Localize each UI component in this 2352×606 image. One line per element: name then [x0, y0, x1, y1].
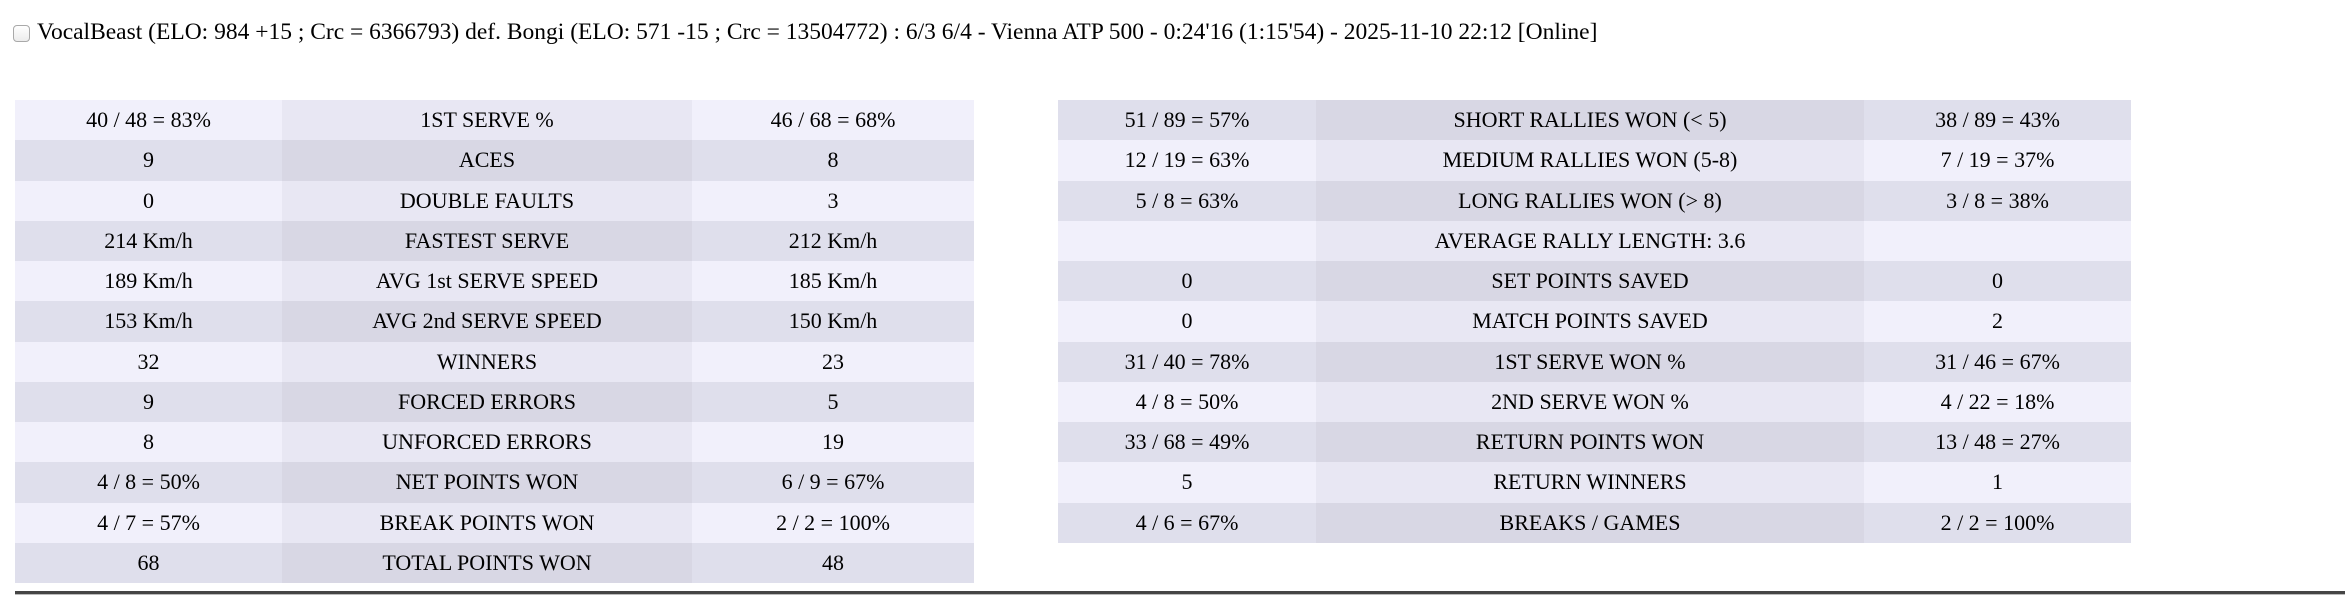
match-result-row — [13, 18, 1597, 46]
player2-value: 7 / 19 = 37% — [1864, 140, 2131, 180]
table-row — [1058, 503, 2131, 543]
table-row — [1058, 462, 2131, 502]
player1-value: 9 — [15, 140, 282, 180]
player2-value: 2 / 2 = 100% — [692, 503, 974, 543]
player2-value: 8 — [692, 140, 974, 180]
player1-value: 40 / 48 = 83% — [15, 100, 282, 140]
player2-value: 48 — [692, 543, 974, 583]
table-row — [15, 543, 974, 583]
player1-value: 0 — [15, 181, 282, 221]
player1-value: 5 / 8 = 63% — [1058, 181, 1316, 221]
player1-value: 4 / 6 = 67% — [1058, 503, 1316, 543]
player1-value: 12 / 19 = 63% — [1058, 140, 1316, 180]
stat-label: RETURN WINNERS — [1316, 462, 1864, 502]
stat-label: FORCED ERRORS — [282, 382, 692, 422]
table-row — [1058, 221, 2131, 261]
player1-value — [1058, 221, 1316, 261]
player1-value: 189 Km/h — [15, 261, 282, 301]
table-row — [15, 503, 974, 543]
rally-stats-table — [1058, 100, 2131, 543]
stat-label: SHORT RALLIES WON (< 5) — [1316, 100, 1864, 140]
player1-value: 4 / 8 = 50% — [15, 462, 282, 502]
stat-label: WINNERS — [282, 342, 692, 382]
table-row — [15, 301, 974, 341]
stat-label: TOTAL POINTS WON — [282, 543, 692, 583]
player1-value: 32 — [15, 342, 282, 382]
table-row — [15, 382, 974, 422]
table-row — [15, 221, 974, 261]
table-row — [1058, 422, 2131, 462]
player2-value: 31 / 46 = 67% — [1864, 342, 2131, 382]
table-row — [15, 422, 974, 462]
stat-label: AVG 2nd SERVE SPEED — [282, 301, 692, 341]
player2-value: 3 / 8 = 38% — [1864, 181, 2131, 221]
stat-label: 1ST SERVE WON % — [1316, 342, 1864, 382]
player2-value: 6 / 9 = 67% — [692, 462, 974, 502]
stat-label: SET POINTS SAVED — [1316, 261, 1864, 301]
stat-label: NET POINTS WON — [282, 462, 692, 502]
player2-value: 38 / 89 = 43% — [1864, 100, 2131, 140]
stat-label: DOUBLE FAULTS — [282, 181, 692, 221]
player2-value: 0 — [1864, 261, 2131, 301]
player2-value: 1 — [1864, 462, 2131, 502]
table-row — [15, 140, 974, 180]
player2-value: 212 Km/h — [692, 221, 974, 261]
table-row — [15, 261, 974, 301]
player1-value: 68 — [15, 543, 282, 583]
player1-value: 4 / 8 = 50% — [1058, 382, 1316, 422]
stat-label: RETURN POINTS WON — [1316, 422, 1864, 462]
match-summary-text: VocalBeast (ELO: 984 +15 ; Crc = 6366793) def. Bongi (ELO: 571 -15 ; Crc = 13504772) : 6/3 6/4 - Vienna ATP 500 - 0:24'16 (1:15'54) - 2025-11-10 22:12 [Online] — [37, 19, 1598, 45]
table-row — [15, 342, 974, 382]
table-row — [15, 462, 974, 502]
player1-value: 4 / 7 = 57% — [15, 503, 282, 543]
player2-value: 23 — [692, 342, 974, 382]
stat-label: BREAK POINTS WON — [282, 503, 692, 543]
table-row — [1058, 140, 2131, 180]
stat-label: 2ND SERVE WON % — [1316, 382, 1864, 422]
table-row — [1058, 342, 2131, 382]
player1-value: 0 — [1058, 261, 1316, 301]
match-select-checkbox[interactable] — [13, 25, 30, 42]
table-row — [15, 100, 974, 140]
stat-label: MEDIUM RALLIES WON (5-8) — [1316, 140, 1864, 180]
stat-label: FASTEST SERVE — [282, 221, 692, 261]
stat-label: ACES — [282, 140, 692, 180]
player2-value: 5 — [692, 382, 974, 422]
player1-value: 8 — [15, 422, 282, 462]
player2-value: 150 Km/h — [692, 301, 974, 341]
table-row — [1058, 100, 2131, 140]
player1-value: 214 Km/h — [15, 221, 282, 261]
table-row — [1058, 181, 2131, 221]
stat-label: MATCH POINTS SAVED — [1316, 301, 1864, 341]
table-row — [1058, 261, 2131, 301]
table-row — [1058, 382, 2131, 422]
serve-stats-table — [15, 100, 974, 583]
table-row — [15, 181, 974, 221]
player2-value: 185 Km/h — [692, 261, 974, 301]
stat-label: AVERAGE RALLY LENGTH: 3.6 — [1316, 221, 1864, 261]
stat-label: UNFORCED ERRORS — [282, 422, 692, 462]
player1-value: 0 — [1058, 301, 1316, 341]
player1-value: 9 — [15, 382, 282, 422]
player1-value: 33 / 68 = 49% — [1058, 422, 1316, 462]
player1-value: 51 / 89 = 57% — [1058, 100, 1316, 140]
player1-value: 153 Km/h — [15, 301, 282, 341]
player2-value: 2 — [1864, 301, 2131, 341]
player2-value: 2 / 2 = 100% — [1864, 503, 2131, 543]
stat-label: BREAKS / GAMES — [1316, 503, 1864, 543]
player2-value: 4 / 22 = 18% — [1864, 382, 2131, 422]
section-separator — [15, 591, 2345, 595]
player2-value — [1864, 221, 2131, 261]
player1-value: 31 / 40 = 78% — [1058, 342, 1316, 382]
player2-value: 46 / 68 = 68% — [692, 100, 974, 140]
table-row — [1058, 301, 2131, 341]
player2-value: 19 — [692, 422, 974, 462]
stat-label: 1ST SERVE % — [282, 100, 692, 140]
stat-label: AVG 1st SERVE SPEED — [282, 261, 692, 301]
player2-value: 13 / 48 = 27% — [1864, 422, 2131, 462]
stat-label: LONG RALLIES WON (> 8) — [1316, 181, 1864, 221]
player2-value: 3 — [692, 181, 974, 221]
player1-value: 5 — [1058, 462, 1316, 502]
